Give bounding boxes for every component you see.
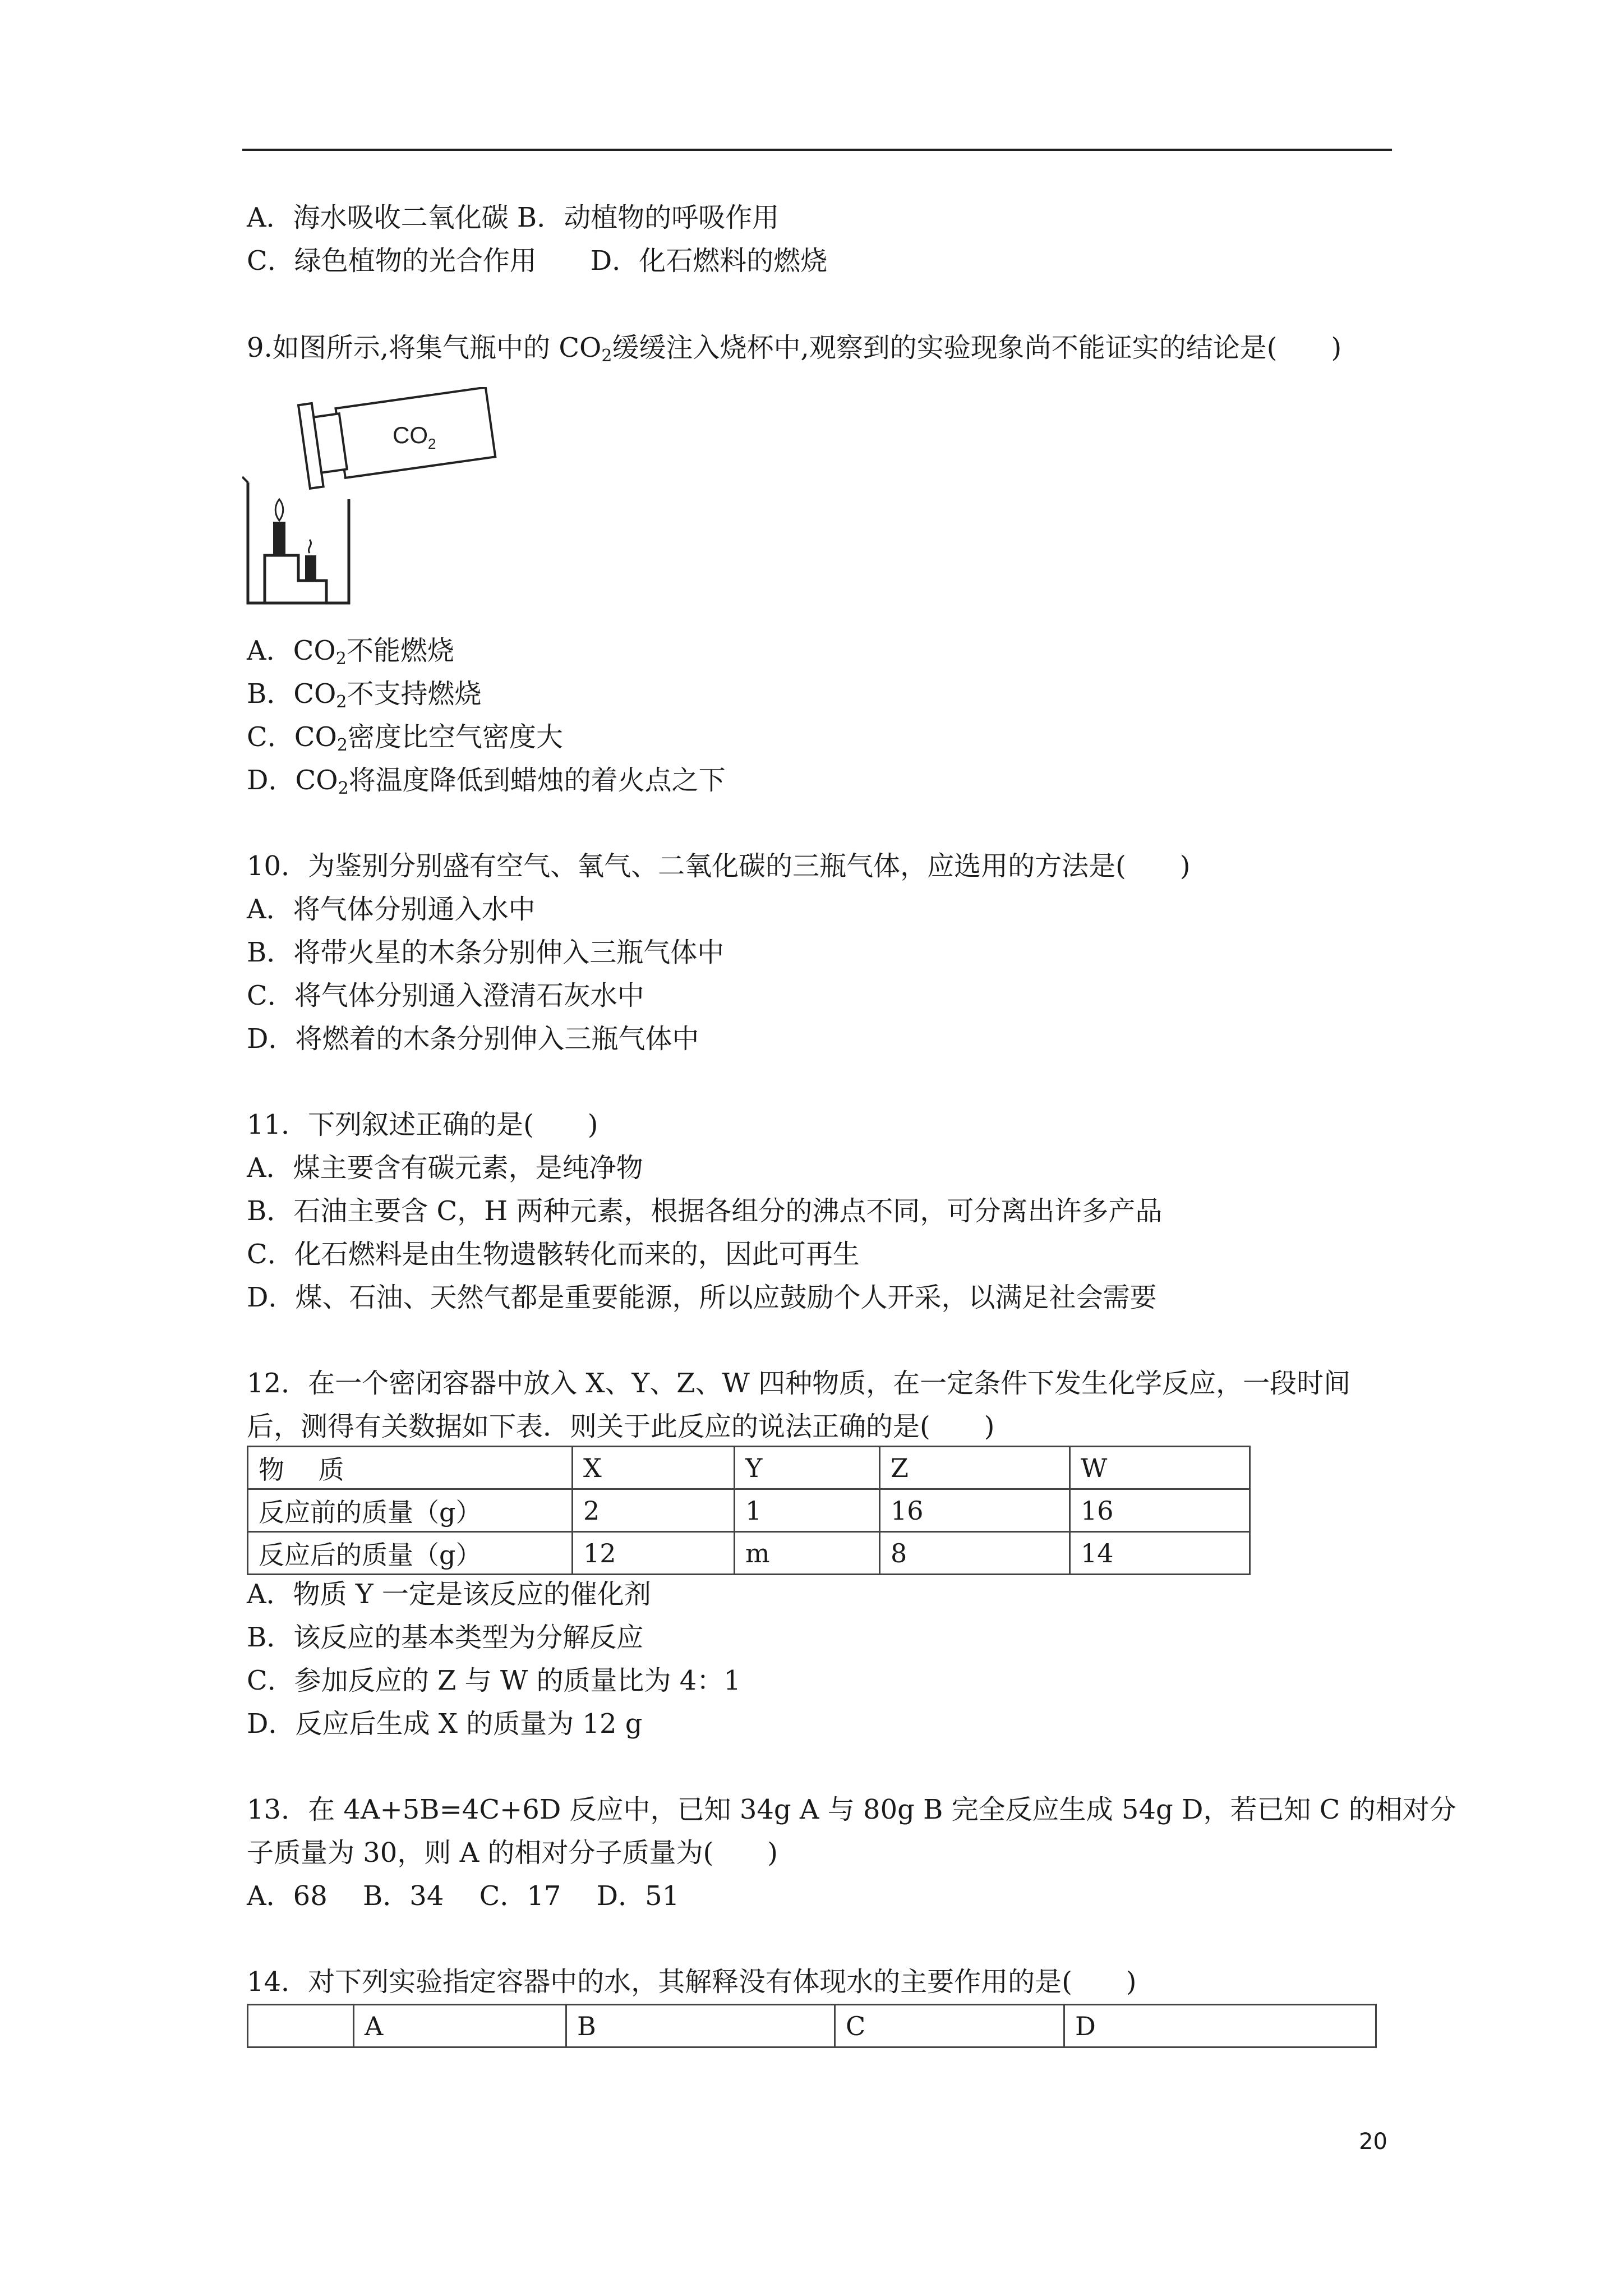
q11-option-b: B．石油主要含 C，H 两种元素，根据各组分的沸点不同，可分离出许多产品 [247, 1195, 1163, 1227]
table-header-row [248, 1447, 1250, 1489]
table-cell: W [1070, 1447, 1250, 1489]
table-cell: D [1064, 2005, 1376, 2047]
q9-stem-prefix: 9.如图所示,将集气瓶中的 CO [247, 332, 602, 364]
table-cell: C [835, 2005, 1064, 2047]
co2-label: $CO_2$ [393, 422, 436, 452]
q12-data-table [247, 1446, 1251, 1575]
table-cell: m [735, 1532, 880, 1575]
header-rule [242, 149, 1392, 151]
q10-stem: 10．为鉴别分别盛有空气、氧气、二氧化碳的三瓶气体，应选用的方法是( ) [247, 850, 1191, 882]
page-number: 20 [1359, 2129, 1387, 2155]
lower-candle [305, 555, 316, 581]
q11-option-d: D．煤、石油、天然气都是重要能源，所以应鼓励个人开采，以满足社会需要 [247, 1282, 1157, 1313]
table-cell: Z [880, 1447, 1070, 1489]
q10-option-b: B．将带火星的木条分别伸入三瓶气体中 [247, 937, 725, 968]
lower-candle-smoke-icon [308, 540, 311, 553]
q9-option-c: C．$CO_2$密度比空气密度大 [247, 721, 563, 755]
q8-options-line-2: C．绿色植物的光合作用 D．化石燃料的燃烧 [247, 245, 828, 277]
table-cell: 14 [1070, 1532, 1250, 1575]
table-cell: 物 质 [248, 1447, 573, 1489]
q9-stem-suffix: 缓缓注入烧杯中,观察到的实验现象尚不能证实的结论是( ) [612, 332, 1342, 364]
q12-option-b: B．该反应的基本类型为分解反应 [247, 1622, 644, 1653]
table-cell: 16 [1070, 1489, 1250, 1532]
q12-stem-line-1: 12．在一个密闭容器中放入 X、Y、Z、W 四种物质，在一定条件下发生化学反应，一段时间 [247, 1368, 1351, 1399]
step-platform [265, 555, 326, 603]
q12-option-c: C．参加反应的 Z 与 W 的质量比为 4：1 [247, 1665, 741, 1696]
upper-candle [273, 522, 285, 555]
q13-options: A．68 B．34 C．17 D．51 [247, 1880, 680, 1912]
q14-table [247, 2004, 1377, 2048]
table-cell [248, 2005, 354, 2047]
table-cell: 反应前的质量（g） [248, 1489, 573, 1532]
table-row [248, 1532, 1250, 1575]
table-cell: 2 [573, 1489, 735, 1532]
q13-stem-line-2: 子质量为 30，则 A 的相对分子质量为( ) [247, 1837, 778, 1869]
upper-candle-flame-icon [275, 499, 283, 521]
q9-stem [247, 331, 1341, 373]
beaker-outline [248, 482, 349, 603]
q10-option-d: D．将燃着的木条分别伸入三瓶气体中 [247, 1023, 699, 1055]
q14-stem: 14．对下列实验指定容器中的水，其解释没有体现水的主要作用的是( ) [247, 1966, 1137, 1998]
q11-option-c: C．化石燃料是由生物遗骸转化而来的，因此可再生 [247, 1239, 860, 1270]
q13-stem-line-1: 13．在 4A+5B=4C+6D 反应中，已知 34g A 与 80g B 完全反应生成 54g D，若已知 C 的相对分 [247, 1794, 1456, 1825]
q11-stem: 11．下列叙述正确的是( ) [247, 1109, 598, 1140]
table-cell: 8 [880, 1532, 1070, 1575]
table-header-row [248, 2005, 1376, 2047]
q10-option-c: C．将气体分别通入澄清石灰水中 [247, 980, 644, 1011]
table-cell: X [573, 1447, 735, 1489]
table-cell: 16 [880, 1489, 1070, 1532]
table-cell: B [566, 2005, 835, 2047]
q9-stem-sub: 2 [601, 346, 612, 366]
co2-pour-diagram [242, 387, 511, 609]
table-cell: 12 [573, 1532, 735, 1575]
q9-option-b: B．$CO_2$不支持燃烧 [247, 678, 482, 712]
q10-option-a: A．将气体分别通入水中 [247, 894, 536, 925]
table-cell: A [354, 2005, 566, 2047]
table-cell: 1 [735, 1489, 880, 1532]
q9-option-d: D．$CO_2$将温度降低到蜡烛的着火点之下 [247, 765, 726, 798]
q12-option-a: A．物质 Y 一定是该反应的催化剂 [247, 1579, 651, 1610]
table-row [248, 1489, 1250, 1532]
table-cell: Y [735, 1447, 880, 1489]
q11-option-a: A．煤主要含有碳元素，是纯净物 [247, 1152, 643, 1184]
beaker-lip [242, 477, 248, 482]
q8-options-line-1: A．海水吸收二氧化碳 B．动植物的呼吸作用 [247, 202, 780, 233]
q9-option-a: A．$CO_2$不能燃烧 [247, 635, 454, 669]
table-cell: 反应后的质量（g） [248, 1532, 573, 1575]
q12-option-d: D．反应后生成 X 的质量为 12 g [247, 1708, 643, 1740]
q12-stem-line-2: 后，测得有关数据如下表．则关于此反应的说法正确的是( ) [247, 1411, 995, 1442]
